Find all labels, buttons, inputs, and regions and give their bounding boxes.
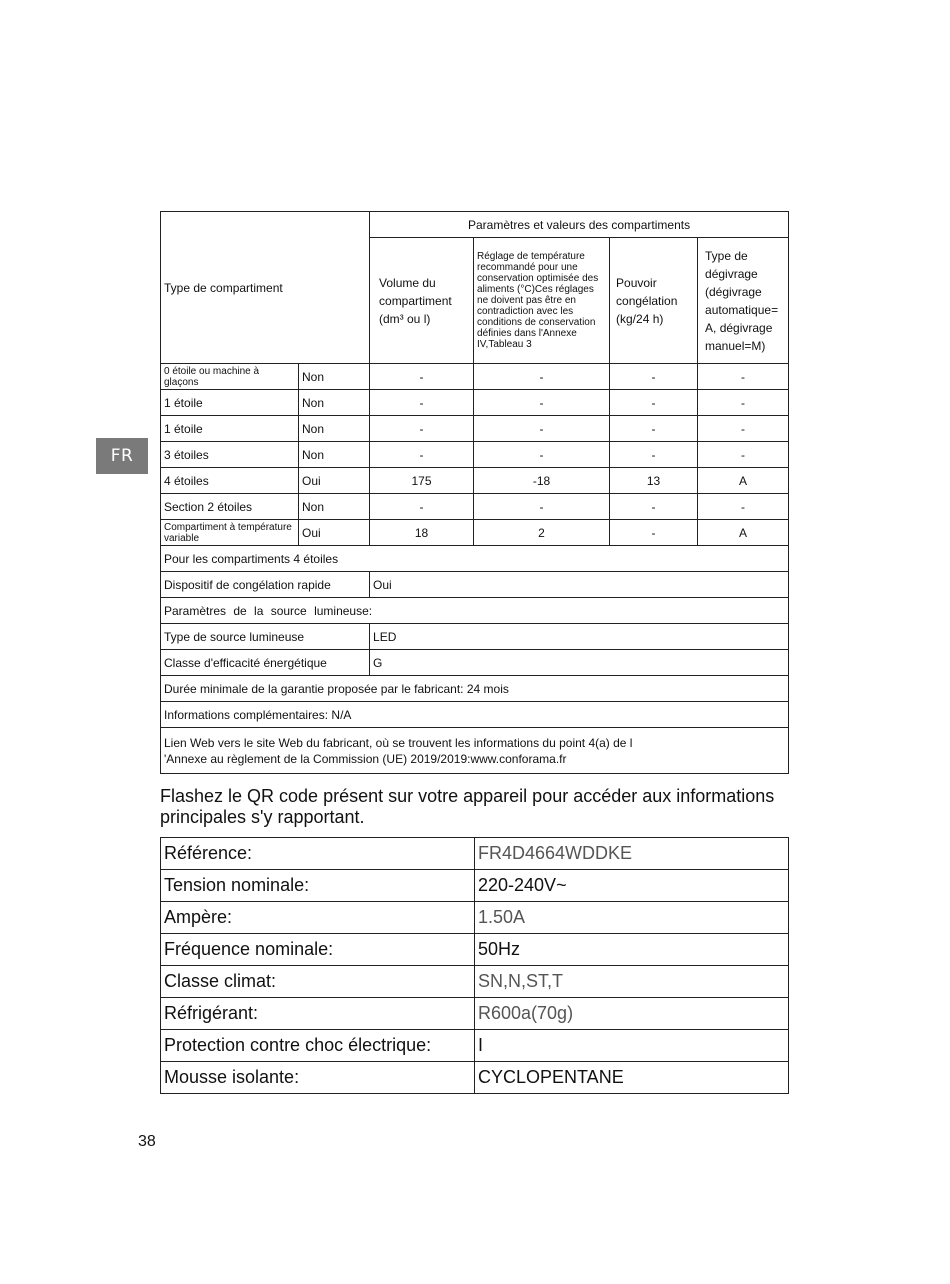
info-label: Référence: [161, 838, 475, 870]
info-label: Protection contre choc électrique: [161, 1030, 475, 1062]
warranty-text: Durée minimale de la garantie proposée par le fabricant: 24 mois [161, 676, 789, 702]
table-row [161, 494, 789, 520]
table-row [161, 838, 789, 870]
energy-class-value: G [370, 650, 789, 676]
row-volume: 175 [370, 468, 474, 494]
row-present: Non [299, 416, 370, 442]
header-defrost-type: Type de dégivrage (dégivrage automatique= A, dégivrage manuel=M) [698, 238, 789, 364]
table-row [161, 902, 789, 934]
row-present: Non [299, 494, 370, 520]
row-freezing: 13 [610, 468, 698, 494]
row-defrost: - [698, 494, 789, 520]
row-name: 1 étoile [161, 416, 299, 442]
row-present: Non [299, 390, 370, 416]
row-temperature: - [474, 364, 610, 390]
row-name: 0 étoile ou machine à glaçons [161, 364, 299, 390]
row-volume: - [370, 390, 474, 416]
row-freezing: - [610, 364, 698, 390]
four-star-heading: Pour les compartiments 4 étoiles [161, 546, 789, 572]
page-number: 38 [138, 1133, 156, 1150]
row-name: 1 étoile [161, 390, 299, 416]
row-temperature: 2 [474, 520, 610, 546]
info-value: R600a(70g) [475, 998, 789, 1030]
row-temperature: -18 [474, 468, 610, 494]
info-label: Classe climat: [161, 966, 475, 998]
row-volume: - [370, 416, 474, 442]
row-defrost: A [698, 468, 789, 494]
row-present: Oui [299, 520, 370, 546]
row-volume: - [370, 364, 474, 390]
light-source-params: Paramètres de la source lumineuse: [161, 598, 789, 624]
table-row [161, 390, 789, 416]
info-label: Ampère: [161, 902, 475, 934]
row-freezing: - [610, 494, 698, 520]
header-freezing-capacity: Pouvoir congélation (kg/24 h) [610, 238, 698, 364]
info-label: Réfrigérant: [161, 998, 475, 1030]
row-present: Non [299, 364, 370, 390]
rapid-freeze-label: Dispositif de congélation rapide [161, 572, 370, 598]
row-present: Oui [299, 468, 370, 494]
table-row [161, 1030, 789, 1062]
row-freezing: - [610, 416, 698, 442]
light-type-label: Type de source lumineuse [161, 624, 370, 650]
table-row [161, 416, 789, 442]
language-tab: FR [96, 438, 148, 474]
row-volume: 18 [370, 520, 474, 546]
row-temperature: - [474, 494, 610, 520]
table-row [161, 870, 789, 902]
row-freezing: - [610, 520, 698, 546]
row-temperature: - [474, 416, 610, 442]
table-row [161, 468, 789, 494]
table-row [161, 364, 789, 390]
info-value: FR4D4664WDDKE [475, 838, 789, 870]
row-defrost: - [698, 390, 789, 416]
row-freezing: - [610, 442, 698, 468]
row-name: 4 étoiles [161, 468, 299, 494]
table-row [161, 966, 789, 998]
info-value: 1.50A [475, 902, 789, 934]
row-temperature: - [474, 390, 610, 416]
info-label: Tension nominale: [161, 870, 475, 902]
table-row [161, 520, 789, 546]
header-parameters-group: Paramètres et valeurs des compartiments [370, 212, 789, 238]
row-name: Section 2 étoiles [161, 494, 299, 520]
info-value: CYCLOPENTANE [475, 1062, 789, 1094]
info-label: Fréquence nominale: [161, 934, 475, 966]
energy-class-label: Classe d'efficacité énergétique [161, 650, 370, 676]
product-info-table [160, 837, 789, 1094]
row-defrost: A [698, 520, 789, 546]
rapid-freeze-value: Oui [370, 572, 789, 598]
row-freezing: - [610, 390, 698, 416]
row-temperature: - [474, 442, 610, 468]
table-row [161, 934, 789, 966]
manufacturer-weblink [161, 728, 789, 774]
row-defrost: - [698, 364, 789, 390]
row-defrost: - [698, 416, 789, 442]
table-row [161, 442, 789, 468]
info-value: I [475, 1030, 789, 1062]
weblink-line-2: 'Annexe au règlement de la Commission (UE) 2019/2019:www.conforama.fr [164, 751, 567, 766]
row-present: Non [299, 442, 370, 468]
info-value: 220-240V~ [475, 870, 789, 902]
row-name: 3 étoiles [161, 442, 299, 468]
weblink-line-1: Lien Web vers le site Web du fabricant, où se trouvent les informations du point 4(a) de l [164, 735, 633, 750]
header-volume: Volume du compartiment (dm³ ou l) [370, 238, 474, 364]
info-value: SN,N,ST,T [475, 966, 789, 998]
row-defrost: - [698, 442, 789, 468]
extra-info-text: Informations complémentaires: N/A [161, 702, 789, 728]
row-name: Compartiment à température variable [161, 520, 299, 546]
qr-code-instruction: Flashez le QR code présent sur votre appareil pour accéder aux informations principales s'y rapportant. [160, 786, 775, 827]
info-label: Mousse isolante: [161, 1062, 475, 1094]
light-type-value: LED [370, 624, 789, 650]
compartment-spec-table [160, 211, 789, 774]
header-temperature: Réglage de température recommandé pour une conservation optimisée des aliments (°C)Ces réglages ne doivent pas être en contradiction avec les conditions de conservation définies dans l'Annexe IV,Tableau 3 [474, 238, 610, 364]
table-row [161, 998, 789, 1030]
row-volume: - [370, 442, 474, 468]
header-compartment-type: Type de compartiment [161, 212, 370, 364]
table-row [161, 1062, 789, 1094]
info-value: 50Hz [475, 934, 789, 966]
row-volume: - [370, 494, 474, 520]
